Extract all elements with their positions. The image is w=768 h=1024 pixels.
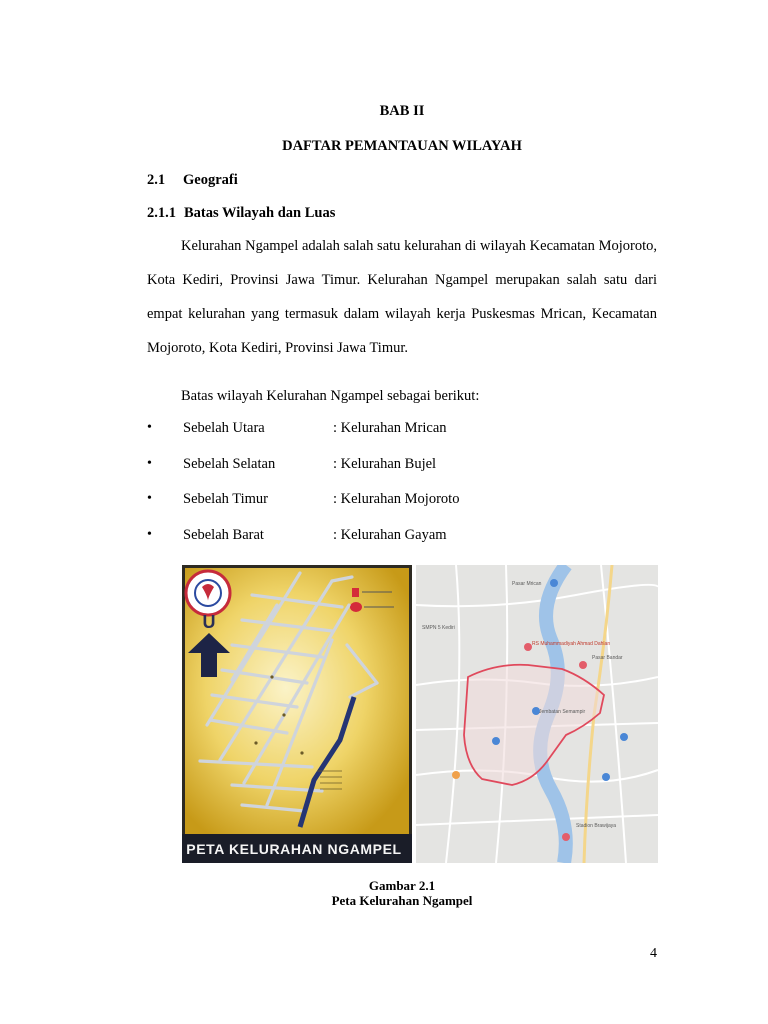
section-heading — [147, 172, 238, 189]
subsection-title: Batas Wilayah dan Luas — [184, 205, 336, 221]
caption-label: Gambar 2.1 — [368, 878, 436, 893]
boundary-value: : Kelurahan Mojoroto — [333, 491, 460, 507]
emblem-icon — [186, 571, 230, 615]
map-label: Jembatan Semampir — [539, 709, 586, 715]
chapter-title: DAFTAR PEMANTAUAN WILAYAH — [282, 138, 522, 154]
paragraph-line: salah satu dari empat kelurahan yang termasuk dalam wilayah kerja Puskesmas — [147, 272, 657, 322]
poster-banner-text: PETA KELURAHAN NGAMPEL — [186, 841, 402, 857]
boundary-intro: Batas wilayah Kelurahan Ngampel sebagai berikut: — [181, 388, 480, 404]
section-number: 2.1 — [147, 172, 166, 188]
paragraph-line: Mrican, Kecamatan Mojoroto, Kota Kediri, Provinsi Jawa Timur. — [147, 306, 657, 356]
boundary-direction: Sebelah Timur — [183, 491, 268, 507]
map-figure — [182, 565, 658, 863]
boundary-direction: Sebelah Selatan — [183, 455, 276, 472]
map-label: RS Muhammadiyah Ahmad Dahlan — [532, 641, 611, 647]
caption-title: Peta Kelurahan Ngampel — [331, 893, 473, 908]
figure-caption — [0, 878, 768, 908]
list-item — [147, 456, 459, 492]
list-item — [147, 420, 459, 456]
boundary-direction: Sebelah Utara — [183, 420, 265, 436]
bullet-icon: • — [147, 526, 152, 542]
bullet-icon: • — [147, 455, 152, 471]
list-item — [147, 527, 459, 563]
body-paragraph — [147, 229, 657, 365]
subsection-number: 2.1.1 — [147, 205, 176, 221]
street-map-image — [416, 565, 658, 863]
boundary-value: : Kelurahan Bujel — [333, 455, 437, 472]
bullet-icon: • — [147, 420, 152, 435]
north-letter: U — [202, 612, 216, 632]
map-label: Pasar Mrican — [512, 581, 542, 587]
map-label: Stadion Brawijaya — [576, 823, 617, 829]
page-number: 4 — [650, 946, 657, 961]
subsection-heading — [147, 205, 335, 222]
section-title: Geografi — [183, 172, 238, 188]
boundary-value: : Kelurahan Mrican — [333, 420, 447, 436]
list-item — [147, 491, 459, 527]
boundary-list — [147, 420, 459, 562]
map-label: Pasar Bandar — [592, 655, 623, 661]
bullet-icon: • — [147, 491, 152, 506]
paragraph-line: Mojoroto, Kota Kediri, Provinsi Jawa Timur. Kelurahan Ngampel merupakan — [147, 238, 658, 288]
poster-map-image — [182, 565, 412, 863]
boundary-value: : Kelurahan Gayam — [333, 526, 447, 543]
chapter-heading: BAB II — [379, 103, 425, 119]
map-label: SMPN 5 Kediri — [422, 625, 455, 631]
paragraph-line: Kelurahan Ngampel adalah salah satu kelurahan di wilayah Kecamatan — [181, 238, 595, 254]
boundary-direction: Sebelah Barat — [183, 526, 264, 543]
